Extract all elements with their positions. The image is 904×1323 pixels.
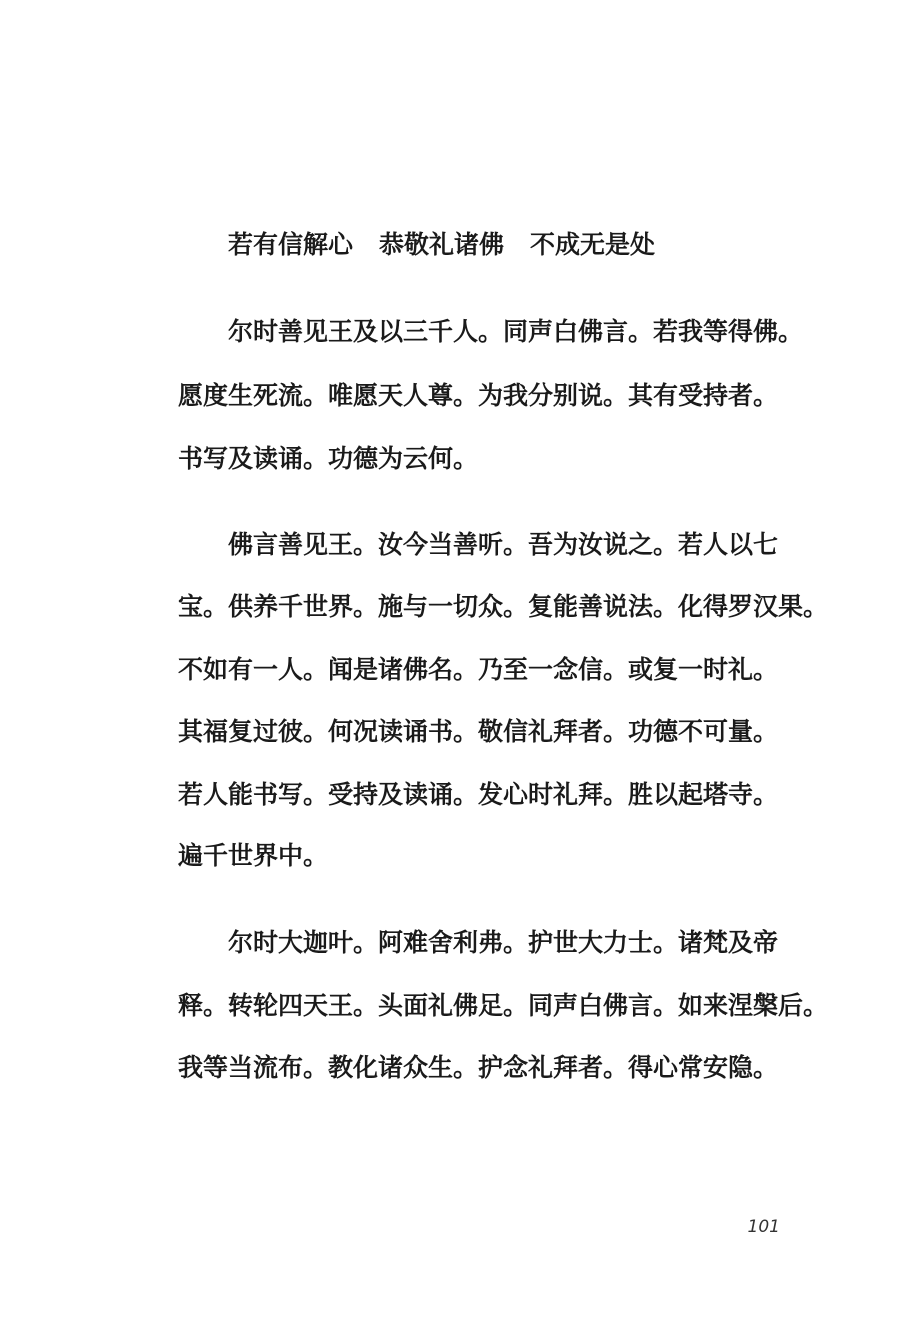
paragraph-1-line-2: 愿度生死流。唯愿天人尊。为我分别说。其有受持者。 bbox=[178, 381, 779, 410]
paragraph-2-line-4: 其福复过彼。何况读诵书。敬信礼拜者。功德不可量。 bbox=[178, 717, 779, 746]
verse-phrase-2: 恭敬礼诸佛 bbox=[379, 230, 505, 259]
paragraph-2-line-5: 若人能书写。受持及读诵。发心时礼拜。胜以起塔寺。 bbox=[178, 780, 779, 809]
page-number: 101 bbox=[747, 1217, 780, 1237]
verse-line bbox=[228, 229, 828, 261]
paragraph-3-line-1: 尔时大迦叶。阿难舍利弗。护世大力士。诸梵及帝 bbox=[228, 928, 779, 957]
verse-phrase-1: 若有信解心 bbox=[228, 230, 354, 259]
paragraph-3-line-3: 我等当流布。教化诸众生。护念礼拜者。得心常安隐。 bbox=[178, 1053, 779, 1082]
paragraph-2-line-2: 宝。供养千世界。施与一切众。复能善说法。化得罗汉果。 bbox=[178, 592, 829, 621]
paragraph-3-line-2: 释。转轮四天王。头面礼佛足。同声白佛言。如来涅槃后。 bbox=[178, 991, 829, 1020]
verse-phrase-3: 不成无是处 bbox=[530, 230, 656, 259]
paragraph-2-line-1: 佛言善见王。汝今当善听。吾为汝说之。若人以七 bbox=[228, 530, 779, 559]
paragraph-1-line-1: 尔时善见王及以三千人。同声白佛言。若我等得佛。 bbox=[228, 317, 804, 346]
paragraph-2-line-6: 遍千世界中。 bbox=[178, 841, 329, 870]
paragraph-1-line-3: 书写及读诵。功德为云何。 bbox=[178, 444, 479, 473]
paragraph-2-line-3: 不如有一人。闻是诸佛名。乃至一念信。或复一时礼。 bbox=[178, 655, 779, 684]
